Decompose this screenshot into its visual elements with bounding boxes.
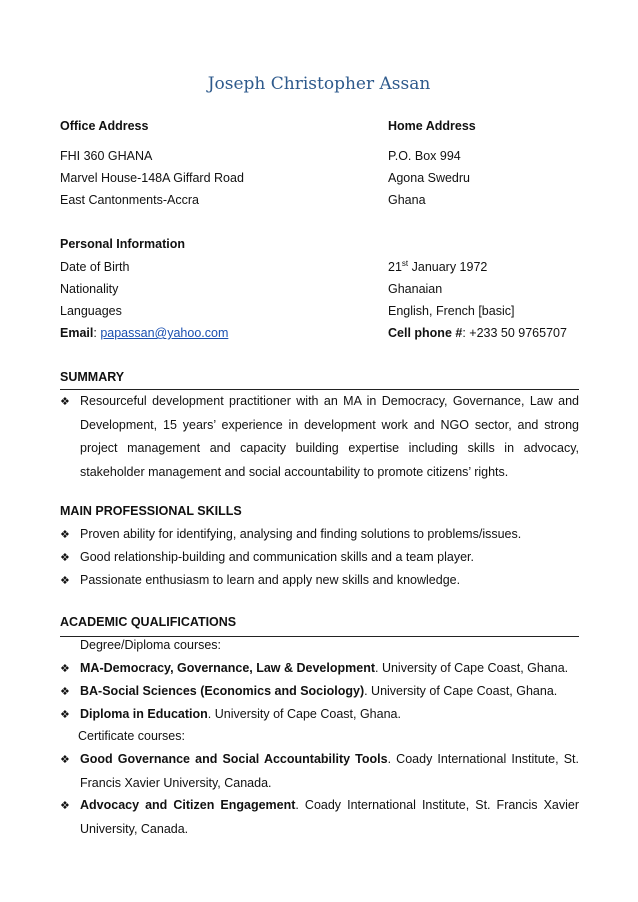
- summary-item: ❖ Resourceful development practitioner with an MA in Democracy, Governance, Law and Development, 15 years’ experience in development work and NGO sector, and strong project management and capacity building expertise including skills in advocacy, stakeholder management and social accountability to promote citizens’ rights.: [60, 390, 579, 484]
- office-line-3: East Cantonments-Accra: [60, 193, 199, 207]
- bullet-icon: ❖: [60, 395, 70, 408]
- degree-courses-label: Degree/Diploma courses:: [80, 638, 222, 652]
- bullet-icon: ❖: [60, 528, 70, 541]
- home-line-3: Ghana: [388, 193, 426, 207]
- resume-name: Joseph Christopher Assan: [207, 74, 431, 94]
- certificate-item: ❖ Good Governance and Social Accountability Tools. Coady International Institute, St. Francis Xavier University, Canada.: [60, 748, 579, 795]
- bullet-icon: ❖: [60, 753, 70, 766]
- skill-item: ❖ Good relationship-building and communication skills and a team player.: [60, 546, 579, 570]
- academic-heading: ACADEMIC QUALIFICATIONS: [60, 615, 237, 629]
- personal-info-heading: Personal Information: [60, 237, 186, 251]
- degree-item: ❖ Diploma in Education. University of Cape Coast, Ghana.: [60, 703, 579, 727]
- office-line-2: Marvel House-148A Giffard Road: [60, 171, 244, 185]
- bullet-icon: ❖: [60, 551, 70, 564]
- summary-heading: SUMMARY: [60, 370, 125, 384]
- bullet-icon: ❖: [60, 574, 70, 587]
- bullet-icon: ❖: [60, 685, 70, 698]
- languages-label: Languages: [60, 304, 122, 318]
- home-line-1: P.O. Box 994: [388, 149, 461, 163]
- phone-label: Cell phone #: [388, 326, 463, 340]
- languages-value: English, French [basic]: [388, 304, 515, 318]
- nationality-value: Ghanaian: [388, 282, 443, 296]
- home-line-2: Agona Swedru: [388, 171, 471, 185]
- dob-label: Date of Birth: [60, 260, 130, 274]
- skills-heading: MAIN PROFESSIONAL SKILLS: [60, 504, 242, 518]
- certificate-item: ❖ Advocacy and Citizen Engagement. Coady International Institute, St. Francis Xavier University, Canada.: [60, 794, 579, 841]
- email-link[interactable]: papassan@yahoo.com: [100, 326, 229, 340]
- nationality-label: Nationality: [60, 282, 119, 296]
- office-address-heading: Office Address: [60, 119, 149, 133]
- degree-item: ❖ BA-Social Sciences (Economics and Sociology). University of Cape Coast, Ghana.: [60, 680, 579, 704]
- email-label: Email: [60, 326, 94, 340]
- skill-item: ❖ Passionate enthusiasm to learn and apply new skills and knowledge.: [60, 569, 579, 593]
- academic-divider: [60, 636, 579, 637]
- home-address-heading: Home Address: [388, 119, 476, 133]
- degree-item: ❖ MA-Democracy, Governance, Law & Development. University of Cape Coast, Ghana.: [60, 657, 579, 681]
- skill-item: ❖ Proven ability for identifying, analysing and finding solutions to problems/issues.: [60, 523, 579, 547]
- office-line-1: FHI 360 GHANA: [60, 149, 153, 163]
- dob-value: 21st January 1972: [388, 258, 488, 274]
- bullet-icon: ❖: [60, 799, 70, 812]
- bullet-icon: ❖: [60, 662, 70, 675]
- bullet-icon: ❖: [60, 708, 70, 721]
- phone-row: [388, 326, 567, 340]
- email-row: Email: papassan@yahoo.com: [60, 326, 229, 340]
- phone-value: : +233 50 9765707: [462, 326, 567, 340]
- certificate-courses-label: Certificate courses:: [78, 729, 185, 743]
